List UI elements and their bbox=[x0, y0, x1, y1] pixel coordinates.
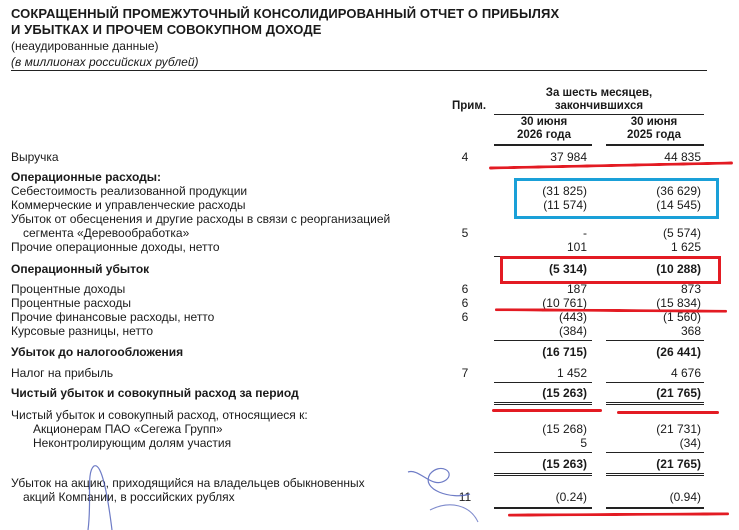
report-title-line1: СОКРАЩЕННЫЙ ПРОМЕЖУТОЧНЫЙ КОНСОЛИДИРОВАННЫЙ ОТЧЕТ О ПРИБЫЛЯХ bbox=[11, 6, 560, 21]
row-value-2025: 368 bbox=[680, 324, 701, 338]
row-value-2025: 1 625 bbox=[670, 240, 701, 254]
row-value-2026: 187 bbox=[566, 282, 587, 296]
row-value-2025: (5 574) bbox=[662, 226, 701, 240]
unaudited-note: (неаудированные данные) bbox=[11, 39, 159, 53]
row-value-2026: (31 825) bbox=[542, 184, 587, 198]
row-value-2026: (15 268) bbox=[542, 422, 587, 436]
row-value-2026: - bbox=[583, 226, 587, 240]
row-label: сегмента «Деревообработка» bbox=[23, 226, 190, 240]
row-value-2026: (0.24) bbox=[555, 490, 587, 504]
report-title-line2: И УБЫТКАХ И ПРОЧЕМ СОВОКУПНОМ ДОХОДЕ bbox=[11, 22, 322, 37]
table-row bbox=[0, 324, 739, 339]
col1-header-rule bbox=[494, 144, 592, 146]
row-value-2026: (443) bbox=[558, 310, 587, 324]
col2-header-rule bbox=[606, 144, 704, 146]
row-label: Чистый убыток и совокупный расход за период bbox=[11, 386, 299, 400]
row-label: Курсовые разницы, нетто bbox=[11, 324, 153, 338]
row-note: 11 bbox=[458, 490, 472, 504]
row-note: 6 bbox=[461, 310, 469, 324]
blue-highlight-box-expenses bbox=[514, 178, 719, 219]
row-value-2025: (21 731) bbox=[656, 422, 701, 436]
period-header-line1: За шесть месяцев, bbox=[545, 87, 653, 99]
eps-rule-2026 bbox=[494, 507, 592, 509]
red-underline-net-loss-2025 bbox=[617, 411, 719, 414]
row-value-2025: (10 288) bbox=[656, 262, 701, 276]
row-label: Процентные доходы bbox=[11, 282, 126, 296]
row-value-2025: (14 545) bbox=[656, 198, 701, 212]
row-value-2025: (21 765) bbox=[656, 386, 701, 400]
row-value-2025: 44 835 bbox=[664, 150, 701, 164]
row-value-2025: 873 bbox=[680, 282, 701, 296]
row-value-2025: (0.94) bbox=[669, 490, 701, 504]
row-label: Убыток на акцию, приходящийся на владельцев обыкновенных bbox=[11, 476, 365, 490]
row-label: Убыток до налогообложения bbox=[11, 345, 184, 359]
table-row bbox=[0, 422, 739, 437]
period-header-line2: закончившихся bbox=[554, 100, 644, 112]
subtotal-rule-2026 bbox=[494, 452, 592, 453]
row-value-2026: 37 984 bbox=[550, 150, 587, 164]
row-value-2025: (36 629) bbox=[656, 184, 701, 198]
col1-header-line2: 2026 года bbox=[517, 129, 571, 141]
subtotal-rule-2026 bbox=[494, 340, 592, 341]
row-value-2025: (34) bbox=[679, 436, 701, 450]
row-note: 6 bbox=[461, 296, 469, 310]
row-value-2026: (5 314) bbox=[548, 262, 587, 276]
table-row bbox=[0, 282, 739, 297]
table-row bbox=[0, 226, 739, 241]
table-row bbox=[0, 240, 739, 255]
row-note: 5 bbox=[461, 226, 469, 240]
col2-header-line1: 30 июня bbox=[630, 116, 678, 128]
red-underline-eps bbox=[508, 512, 729, 516]
table-row bbox=[0, 386, 739, 401]
row-value-2026: 5 bbox=[580, 436, 587, 450]
row-value-2026: (10 761) bbox=[542, 296, 587, 310]
row-label: Чистый убыток и совокупный расход, относящиеся к: bbox=[11, 408, 308, 422]
row-label: Налог на прибыль bbox=[11, 366, 114, 380]
row-note: 6 bbox=[461, 282, 469, 296]
units-note: (в миллионах российских рублей) bbox=[11, 55, 199, 69]
table-row bbox=[0, 457, 739, 472]
header-rule bbox=[11, 70, 707, 71]
row-label: Неконтролирующим долям участия bbox=[33, 436, 232, 450]
row-label: Прочие операционные доходы, нетто bbox=[11, 240, 220, 254]
row-value-2026: 1 452 bbox=[556, 366, 587, 380]
subtotal-rule-2025 bbox=[606, 340, 704, 341]
row-label: Коммерческие и управленческие расходы bbox=[11, 198, 246, 212]
eps-rule-2025 bbox=[606, 507, 704, 509]
total-double-rule-2026 bbox=[494, 402, 592, 405]
row-label: акций Компании, в российских рублях bbox=[23, 490, 235, 504]
row-value-2025: (26 441) bbox=[656, 345, 701, 359]
table-row bbox=[0, 490, 739, 505]
row-value-2025: (21 765) bbox=[656, 457, 701, 471]
subtotal-rule-2025 bbox=[606, 382, 704, 383]
row-value-2025: (1 560) bbox=[662, 310, 701, 324]
row-value-2026: (384) bbox=[558, 324, 587, 338]
row-value-2026: (15 263) bbox=[542, 457, 587, 471]
row-label: Акционерам ПАО «Сегежа Групп» bbox=[33, 422, 223, 436]
total-double-rule-2025 bbox=[606, 402, 704, 405]
note-column-header: Прим. bbox=[451, 100, 487, 112]
row-label: Убыток от обесценения и другие расходы в связи с реорганизацией bbox=[11, 212, 391, 226]
row-value-2026: (16 715) bbox=[542, 345, 587, 359]
row-value-2026: (15 263) bbox=[542, 386, 587, 400]
row-value-2025: 4 676 bbox=[670, 366, 701, 380]
table-row bbox=[0, 345, 739, 360]
row-value-2026: 101 bbox=[566, 240, 587, 254]
table-row bbox=[0, 310, 739, 325]
red-underline-net-loss-2026 bbox=[492, 409, 602, 412]
row-label: Операционные расходы: bbox=[11, 170, 162, 184]
col1-header-line1: 30 июня bbox=[520, 116, 568, 128]
row-note: 4 bbox=[461, 150, 469, 164]
row-value-2026: (11 574) bbox=[543, 198, 587, 212]
subtotal-rule-2025 bbox=[606, 452, 704, 453]
table-row bbox=[0, 476, 739, 491]
table-row bbox=[0, 366, 739, 381]
table-row bbox=[0, 436, 739, 451]
row-label: Операционный убыток bbox=[11, 262, 150, 276]
subtotal-rule-2026 bbox=[494, 382, 592, 383]
period-header-rule bbox=[494, 114, 704, 115]
row-label: Прочие финансовые расходы, нетто bbox=[11, 310, 215, 324]
red-highlight-box-operating-loss bbox=[500, 256, 721, 284]
row-value-2025: (15 834) bbox=[656, 296, 701, 310]
row-label: Процентные расходы bbox=[11, 296, 132, 310]
row-label: Выручка bbox=[11, 150, 59, 164]
row-label: Себестоимость реализованной продукции bbox=[11, 184, 248, 198]
col2-header-line2: 2025 года bbox=[627, 129, 681, 141]
row-note: 7 bbox=[461, 366, 469, 380]
